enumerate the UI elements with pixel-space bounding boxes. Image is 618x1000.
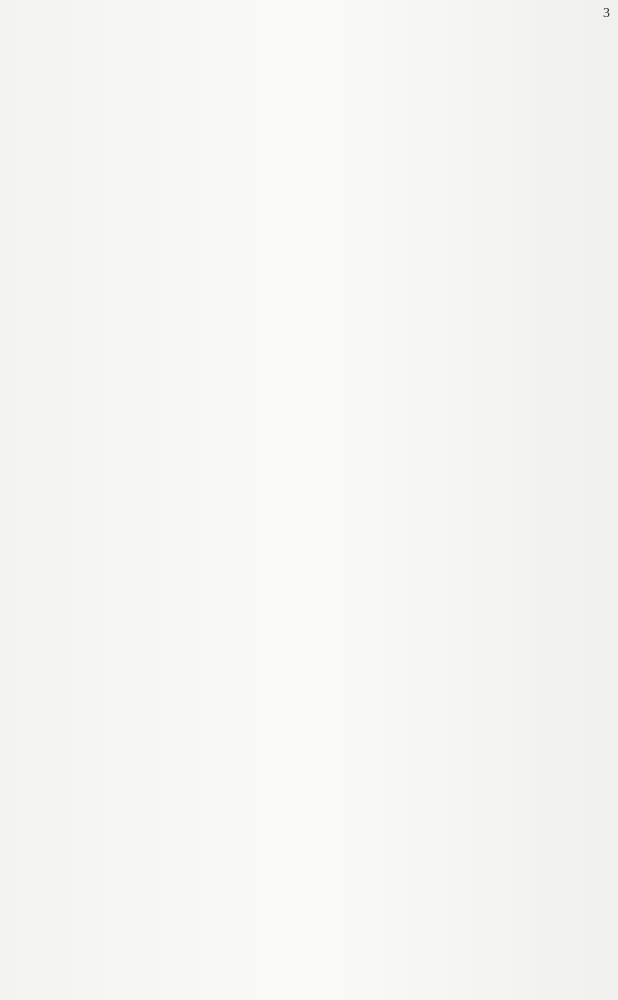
- page-number: 3: [603, 6, 610, 21]
